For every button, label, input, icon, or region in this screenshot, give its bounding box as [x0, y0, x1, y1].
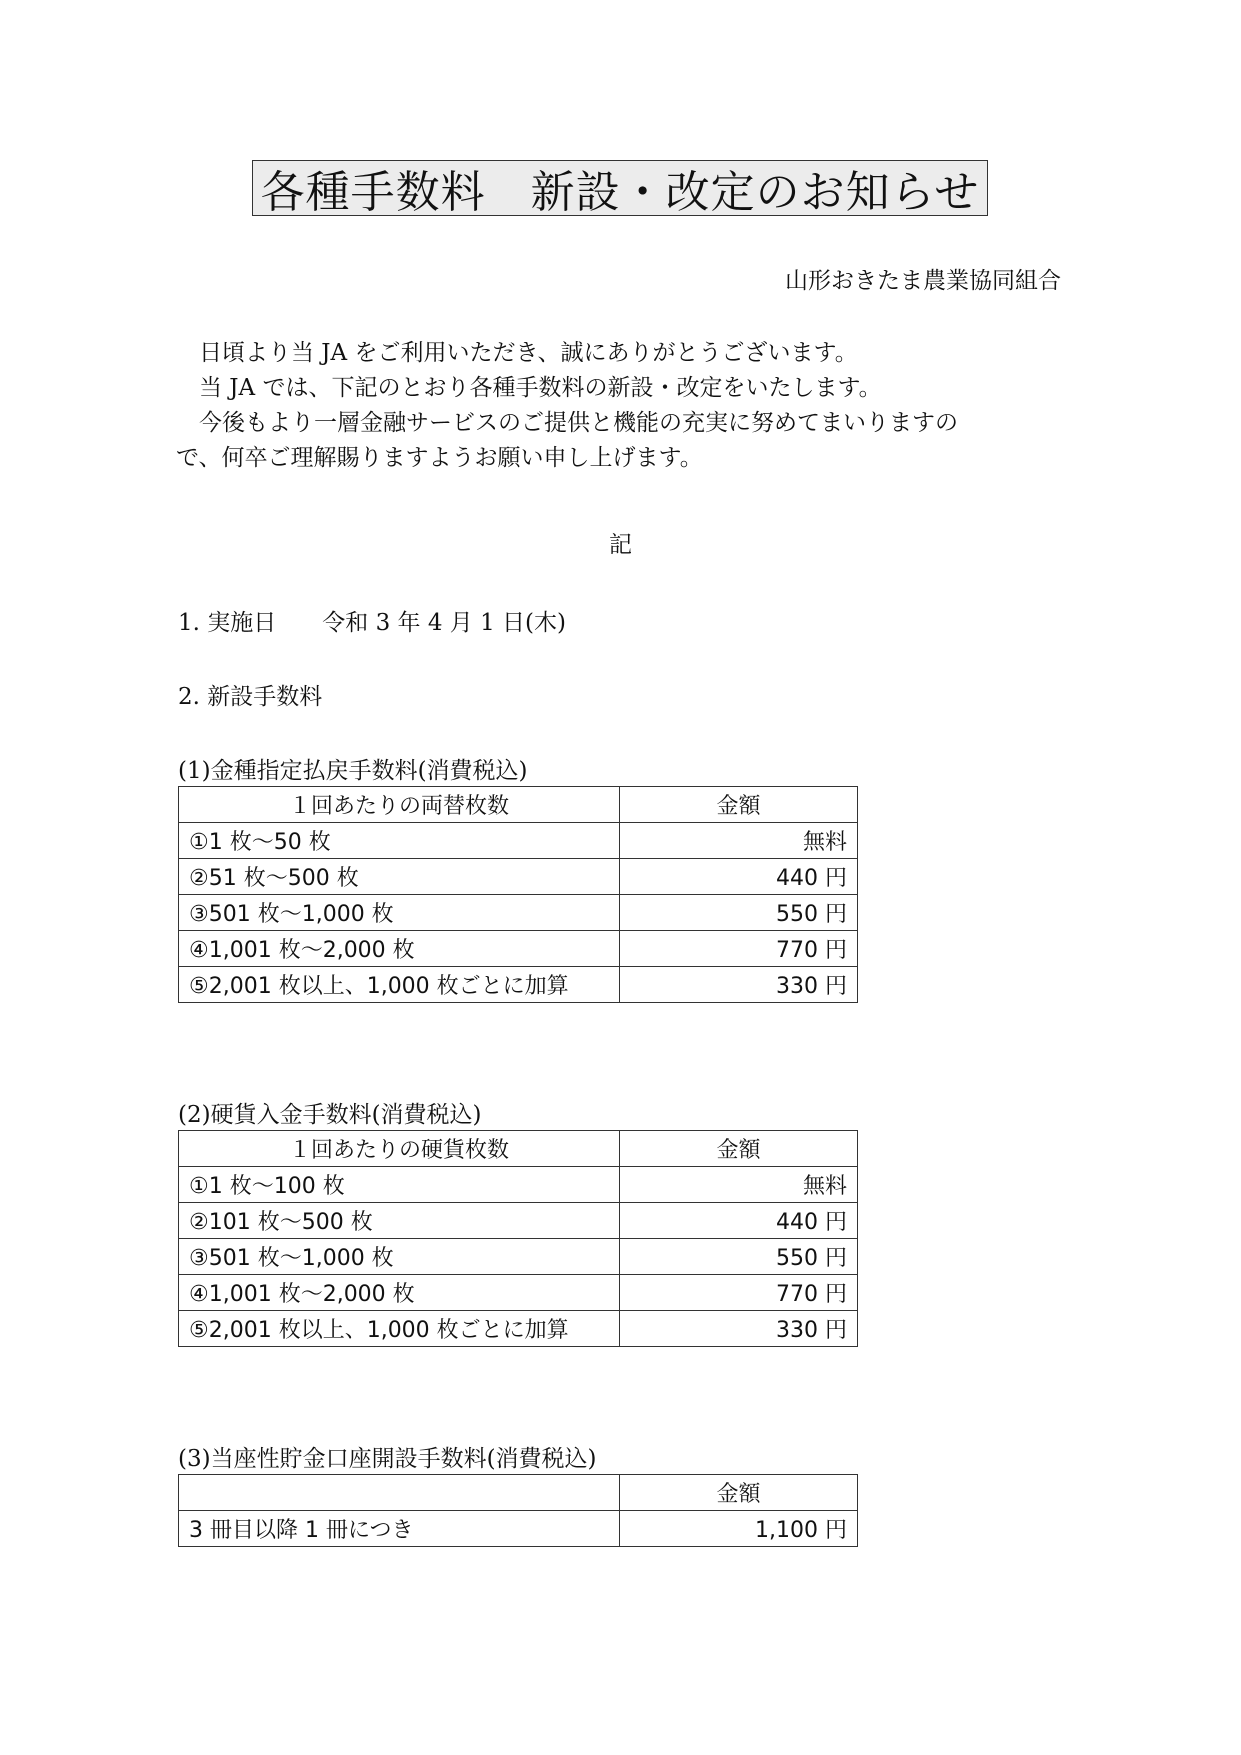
- intro-line: で、何卒ご理解賜りますようお願い申し上げます。: [176, 445, 703, 471]
- row-label: ③501 枚～1,000 枚: [179, 895, 620, 931]
- row-label: ②101 枚～500 枚: [179, 1203, 620, 1239]
- table-header-row: [179, 1131, 858, 1167]
- ki-heading: 記: [609, 532, 632, 558]
- table-header-row: [179, 1475, 858, 1511]
- row-label: ④1,001 枚～2,000 枚: [179, 1275, 620, 1311]
- table-row: [179, 823, 858, 859]
- fee-table: [178, 786, 858, 1003]
- fee-table: [178, 1474, 858, 1547]
- row-amount: 550 円: [620, 895, 858, 931]
- row-amount: 330 円: [620, 1311, 858, 1347]
- page-title: 各種手数料 新設・改定のお知らせ: [252, 160, 988, 216]
- header-cell: [179, 1475, 620, 1511]
- table-row: [179, 1511, 858, 1547]
- header-cell: １回あたりの硬貨枚数: [179, 1131, 620, 1167]
- row-label: ⑤2,001 枚以上、1,000 枚ごとに加算: [179, 1311, 620, 1347]
- row-amount: 330 円: [620, 967, 858, 1003]
- row-label: ④1,001 枚～2,000 枚: [179, 931, 620, 967]
- intro-line: 当 JA では、下記のとおり各種手数料の新設・改定をいたします。: [176, 375, 882, 401]
- table-row: [179, 967, 858, 1003]
- row-label: ①1 枚～100 枚: [179, 1167, 620, 1203]
- table-row: [179, 895, 858, 931]
- row-amount: 440 円: [620, 859, 858, 895]
- intro-line: 日頃より当 JA をご利用いただき、誠にありがとうございます。: [176, 340, 858, 366]
- table-row: [179, 931, 858, 967]
- intro-paragraph: [176, 336, 1056, 476]
- header-cell: 金額: [620, 1475, 858, 1511]
- fee-table: [178, 1130, 858, 1347]
- header-cell: 金額: [620, 787, 858, 823]
- row-label: ①1 枚～50 枚: [179, 823, 620, 859]
- row-amount: 550 円: [620, 1239, 858, 1275]
- table-row: [179, 1275, 858, 1311]
- table-caption: (3)当座性貯金口座開設手数料(消費税込): [178, 1446, 597, 1472]
- implementation-date: 1. 実施日 令和 3 年 4 月 1 日(木): [178, 610, 566, 636]
- table-row: [179, 1203, 858, 1239]
- row-label: ②51 枚～500 枚: [179, 859, 620, 895]
- header-cell: １回あたりの両替枚数: [179, 787, 620, 823]
- table-row: [179, 1311, 858, 1347]
- row-amount: 1,100 円: [620, 1511, 858, 1547]
- table-row: [179, 859, 858, 895]
- row-label: ⑤2,001 枚以上、1,000 枚ごとに加算: [179, 967, 620, 1003]
- intro-line: 今後もより一層金融サービスのご提供と機能の充実に努めてまいりますの: [176, 410, 958, 436]
- row-amount: 無料: [620, 1167, 858, 1203]
- header-cell: 金額: [620, 1131, 858, 1167]
- new-fees-heading: 2. 新設手数料: [178, 684, 323, 710]
- table-header-row: [179, 787, 858, 823]
- row-label: 3 冊目以降 1 冊につき: [179, 1511, 620, 1547]
- table-caption: (1)金種指定払戻手数料(消費税込): [178, 758, 528, 784]
- row-amount: 無料: [620, 823, 858, 859]
- row-amount: 440 円: [620, 1203, 858, 1239]
- row-amount: 770 円: [620, 931, 858, 967]
- row-amount: 770 円: [620, 1275, 858, 1311]
- row-label: ③501 枚～1,000 枚: [179, 1239, 620, 1275]
- table-caption: (2)硬貨入金手数料(消費税込): [178, 1102, 482, 1128]
- organization-name: 山形おきたま農業協同組合: [785, 268, 1061, 294]
- table-row: [179, 1167, 858, 1203]
- table-row: [179, 1239, 858, 1275]
